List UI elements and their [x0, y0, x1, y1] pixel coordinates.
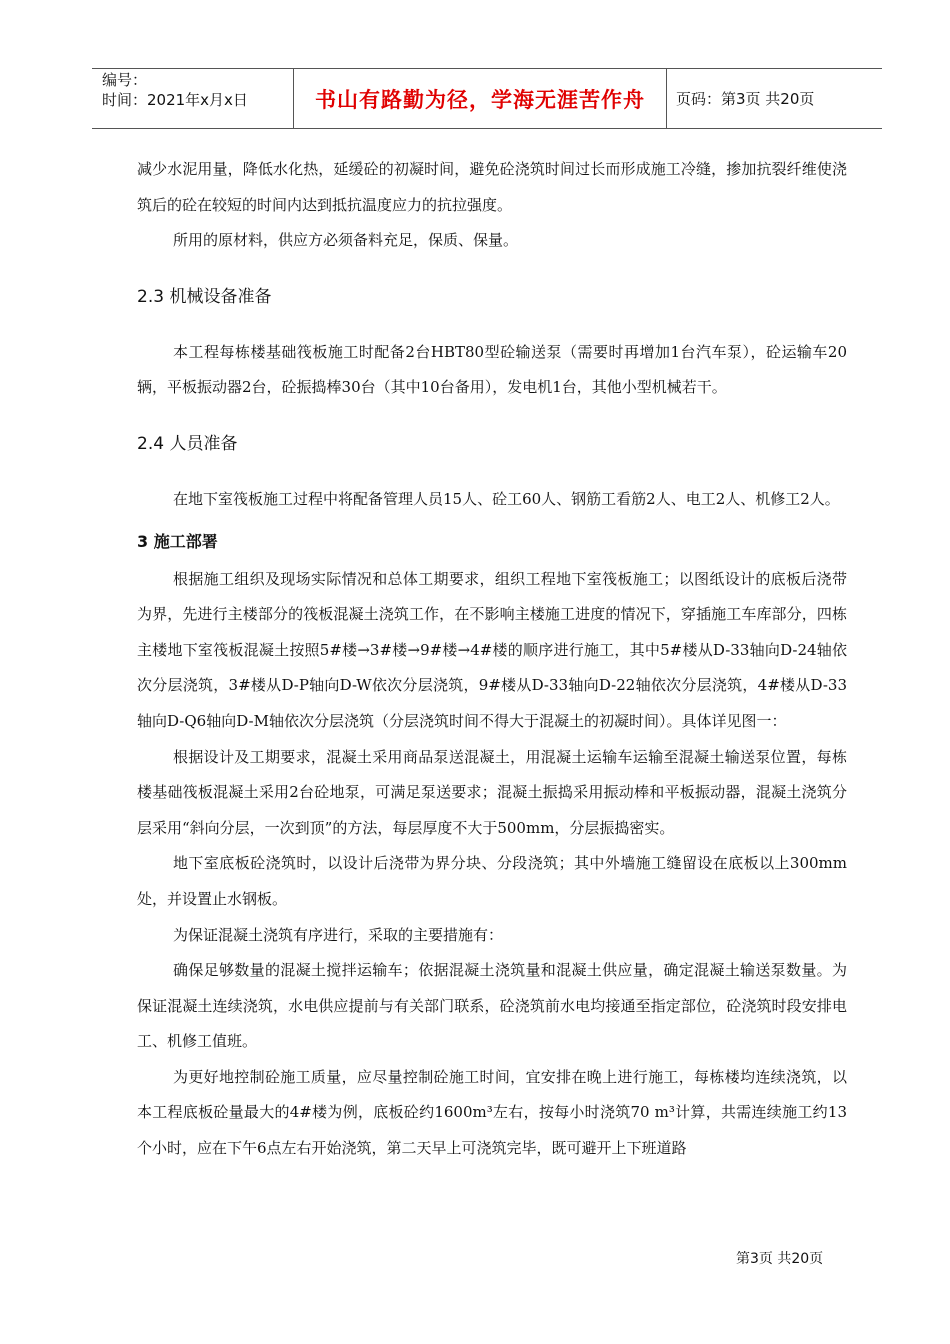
paragraph-9: 确保足够数量的混凝土搅拌运输车；依据混凝土浇筑量和混凝土供应量，确定混凝土输送泵数量。为保证混凝土连续浇筑，水电供应提前与有关部门联系，砼浇筑前水电均接通至指定部位，砼浇筑时段安排电工、机修工值班。 — [137, 961, 847, 1051]
paragraph-6: 根据设计及工期要求，混凝土采用商品泵送混凝土，用混凝土运输车运输至混凝土输送泵位置，每栋楼基础筏板混凝土采用2台砼地泵，可满足泵送要求；混凝土振捣采用振动棒和平板振动器，混凝土浇筑分层采用“斜向分层，一次到顶”的方法，每层厚度不大于500mm，分层振捣密实。 — [137, 747, 847, 837]
footer-page-info: 第3页 共20页 — [736, 1251, 824, 1267]
spacer — [137, 259, 847, 273]
spacer — [137, 321, 847, 335]
paragraph-7: 地下室底板砼浇筑时，以设计后浇带为界分块、分段浇筑；其中外墙施工缝留设在底板以上300mm处，并设置止水钢板。 — [137, 854, 847, 908]
header-number-label: 编号： — [102, 71, 148, 89]
paragraph-10: 为更好地控制砼施工质量，应尽量控制砼施工时间，宜安排在晚上进行施工，每栋楼均连续浇筑，以本工程底板砼量最大的4#楼为例，底板砼约1600m³左右，按每小时浇筑70 m³计算，共需连续施工约13个小时，应在下午6点左右开始浇筑，第二天早上可浇筑完毕，既可避开上下班道路 — [137, 1067, 847, 1158]
paragraph-5: 根据施工组织及现场实际情况和总体工期要求，组织工程地下室筏板施工；以图纸设计的底板后浇带为界，先进行主楼部分的筏板混凝土浇筑工作，在不影响主楼施工进度的情况下，穿插施工车库部分，四栋主楼地下室筏板混凝土按照5#楼→3#楼→9#楼→4#楼的顺序进行施工，其中5#楼从D-33轴向D-24轴依次分层浇筑，3#楼从D-P轴向D-W依次分层浇筑，9#楼从D-33轴向D-22轴依次分层浇筑，4#楼从D-33轴向D-Q6轴向D-M轴依次分层浇筑（分层浇筑时间不得大于混凝土的初凝时间）。具体详见图一： — [137, 569, 847, 730]
spacer — [137, 468, 847, 482]
spacer — [137, 406, 847, 420]
document-body — [137, 152, 847, 1167]
paragraph-1: 减少水泥用量，降低水化热，延缓砼的初凝时间，避免砼浇筑时间过长而形成施工冷缝，掺加抗裂纤维使浇筑后的砼在较短的时间内达到抵抗温度应力的抗拉强度。 — [137, 160, 847, 214]
paragraph-4: 在地下室筏板施工过程中将配备管理人员15人、砼工60人、钢筋工看筋2人、电工2人、机修工2人。 — [173, 489, 840, 508]
paragraph-3: 本工程每栋楼基础筏板施工时配备2台HBT80型砼输送泵（需要时再增加1台汽车泵），砼运输车20辆，平板振动器2台，砼振捣棒30台（其中10台备用），发电机1台，其他小型机械若干。 — [137, 342, 847, 397]
header-top-rule — [92, 68, 882, 69]
header-page-info: 页码：第3页 共20页 — [676, 90, 815, 108]
header-left-block — [102, 70, 248, 110]
paragraph-8: 为保证混凝土浇筑有序进行，采取的主要措施有： — [173, 925, 504, 944]
header-bottom-rule — [92, 128, 882, 129]
header-motto: 书山有路勤为径，学海无涯苦作舟 — [315, 88, 645, 112]
heading-3: 3 施工部署 — [137, 531, 218, 551]
paragraph-2: 所用的原材料，供应方必须备料充足，保质、保量。 — [173, 231, 519, 250]
heading-2-4: 2.4 人员准备 — [137, 433, 238, 454]
header-divider-right — [666, 68, 667, 128]
heading-2-3: 2.3 机械设备准备 — [137, 286, 272, 307]
header-time-label: 时间：2021年x月x日 — [102, 91, 248, 109]
